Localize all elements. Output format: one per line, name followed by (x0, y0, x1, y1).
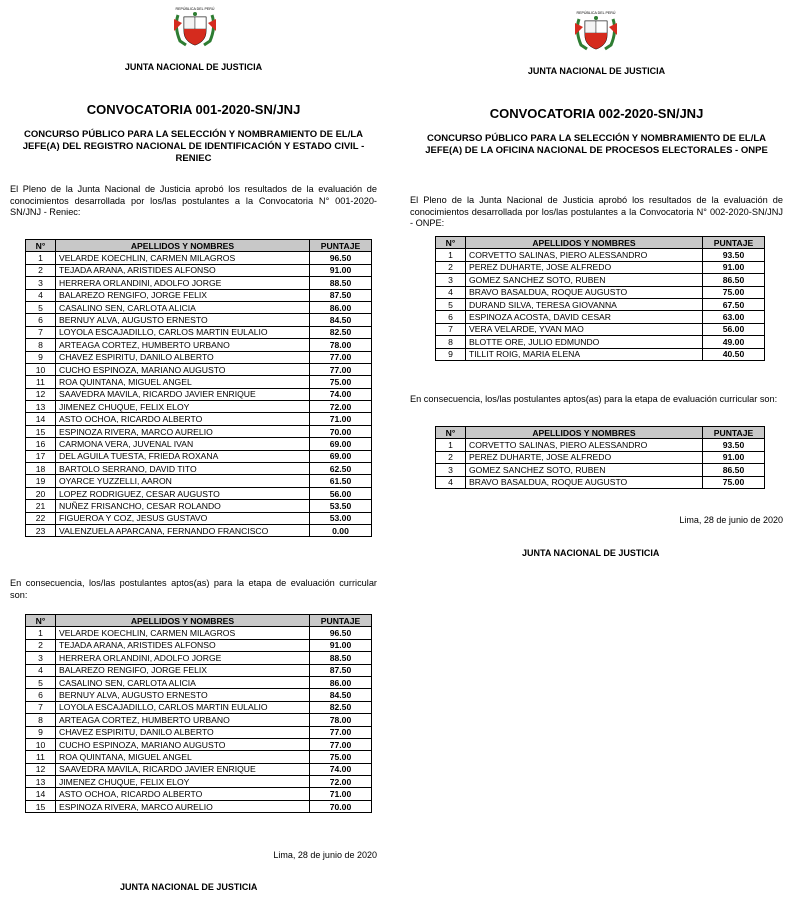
col-num-header: N° (436, 427, 466, 439)
svg-text:REPÚBLICA DEL PERÚ: REPÚBLICA DEL PERÚ (576, 11, 616, 15)
row-score: 75.00 (310, 376, 372, 388)
row-score: 69.00 (310, 438, 372, 450)
row-name: TILLIT ROIG, MARIA ELENA (466, 348, 703, 360)
row-score: 86.00 (310, 301, 372, 313)
row-number: 9 (436, 348, 466, 360)
row-name: LOPEZ RODRIGUEZ, CESAR AUGUSTO (56, 487, 310, 499)
row-number: 9 (26, 351, 56, 363)
row-number: 3 (436, 464, 466, 476)
row-name: SAAVEDRA MAVILA, RICARDO JAVIER ENRIQUE (56, 763, 310, 775)
row-number: 21 (26, 500, 56, 512)
row-name: VERA VELARDE, YVAN MAO (466, 323, 703, 335)
row-number: 20 (26, 487, 56, 499)
row-number: 10 (26, 738, 56, 750)
table-row (26, 351, 372, 363)
table-row (26, 252, 372, 264)
col-score-header: PUNTAJE (310, 240, 372, 252)
row-number: 6 (26, 689, 56, 701)
row-number: 2 (436, 451, 466, 463)
row-name: BALAREZO RENGIFO, JORGE FELIX (56, 664, 310, 676)
table-row (26, 763, 372, 775)
col-name-header: APELLIDOS Y NOMBRES (56, 615, 310, 627)
row-name: CHAVEZ ESPIRITU, DANILO ALBERTO (56, 351, 310, 363)
row-score: 53.00 (310, 512, 372, 524)
row-number: 2 (436, 261, 466, 273)
row-score: 88.50 (310, 277, 372, 289)
table-row (26, 726, 372, 738)
row-number: 2 (26, 264, 56, 276)
row-number: 6 (26, 314, 56, 326)
row-score: 71.00 (310, 788, 372, 800)
row-name: DEL AGUILA TUESTA, FRIEDA ROXANA (56, 450, 310, 462)
row-name: CASALINO SEN, CARLOTA ALICIA (56, 301, 310, 313)
row-number: 5 (26, 301, 56, 313)
date-line: Lima, 28 de junio de 2020 (679, 515, 783, 525)
row-score: 77.00 (310, 726, 372, 738)
consequence-paragraph: En consecuencia, los/las postulantes aptos(as) para la etapa de evaluación curricular son: (10, 578, 377, 600)
row-number: 13 (26, 776, 56, 788)
consequence-paragraph: En consecuencia, los/las postulantes aptos(as) para la etapa de evaluación curricular son: (410, 394, 778, 404)
row-name: TEJADA ARANA, ARISTIDES ALFONSO (56, 264, 310, 276)
row-score: 61.50 (310, 475, 372, 487)
row-score: 75.00 (310, 751, 372, 763)
row-number: 7 (436, 323, 466, 335)
row-number: 3 (26, 277, 56, 289)
row-number: 17 (26, 450, 56, 462)
row-number: 8 (26, 714, 56, 726)
table-row (26, 652, 372, 664)
row-name: ARTEAGA CORTEZ, HUMBERTO URBANO (56, 339, 310, 351)
row-name: CUCHO ESPINOZA, MARIANO AUGUSTO (56, 363, 310, 375)
row-score: 86.50 (703, 274, 765, 286)
table-row (26, 788, 372, 800)
row-name: GOMEZ SANCHEZ SOTO, RUBEN (466, 274, 703, 286)
table-row (26, 450, 372, 462)
row-score: 87.50 (310, 664, 372, 676)
row-score: 40.50 (703, 348, 765, 360)
row-score: 91.00 (703, 261, 765, 273)
row-name: ESPINOZA RIVERA, MARCO AURELIO (56, 800, 310, 812)
table-row (26, 264, 372, 276)
table-row (26, 425, 372, 437)
row-number: 3 (26, 652, 56, 664)
row-score: 75.00 (703, 286, 765, 298)
row-number: 15 (26, 800, 56, 812)
results-table (435, 236, 765, 361)
row-score: 74.00 (310, 763, 372, 775)
row-score: 78.00 (310, 714, 372, 726)
row-name: VELARDE KOECHLIN, CARMEN MILAGROS (56, 627, 310, 639)
col-name-header: APELLIDOS Y NOMBRES (466, 237, 703, 249)
row-score: 77.00 (310, 363, 372, 375)
row-name: CORVETTO SALINAS, PIERO ALESSANDRO (466, 249, 703, 261)
table-row (436, 464, 765, 476)
row-number: 3 (436, 274, 466, 286)
row-number: 14 (26, 788, 56, 800)
row-name: ESPINOZA ACOSTA, DAVID CESAR (466, 311, 703, 323)
table-row (26, 326, 372, 338)
row-score: 49.00 (703, 336, 765, 348)
row-name: ROA QUINTANA, MIGUEL ANGEL (56, 751, 310, 763)
row-name: LOYOLA ESCAJADILLO, CARLOS MARTIN EULALIO (56, 326, 310, 338)
table-row (26, 751, 372, 763)
intro-paragraph: El Pleno de la Junta Nacional de Justicia aprobó los resultados de la evaluación de conocimientos desarrollada por los/las postulantes a la Convocatoria N° 002-2020-SN/JNJ - ONPE: (410, 195, 783, 228)
col-name-header: APELLIDOS Y NOMBRES (466, 427, 703, 439)
table-row (26, 714, 372, 726)
row-score: 56.00 (310, 487, 372, 499)
row-name: BRAVO BASALDUA, ROQUE AUGUSTO (466, 476, 703, 488)
table-row (436, 274, 765, 286)
table-row (26, 401, 372, 413)
row-number: 12 (26, 763, 56, 775)
row-score: 67.50 (703, 298, 765, 310)
row-number: 5 (436, 298, 466, 310)
table-row (436, 476, 765, 488)
row-score: 82.50 (310, 701, 372, 713)
row-name: LOYOLA ESCAJADILLO, CARLOS MARTIN EULALIO (56, 701, 310, 713)
row-score: 74.00 (310, 388, 372, 400)
row-number: 6 (436, 311, 466, 323)
convocatoria-title: CONVOCATORIA 002-2020-SN/JNJ (489, 106, 704, 121)
row-score: 77.00 (310, 351, 372, 363)
row-name: CUCHO ESPINOZA, MARIANO AUGUSTO (56, 738, 310, 750)
table-row (26, 339, 372, 351)
row-number: 15 (26, 425, 56, 437)
col-score-header: PUNTAJE (703, 237, 765, 249)
row-score: 75.00 (703, 476, 765, 488)
table-row (436, 286, 765, 298)
row-score: 96.50 (310, 627, 372, 639)
row-score: 53.50 (310, 500, 372, 512)
row-number: 5 (26, 676, 56, 688)
row-score: 69.00 (310, 450, 372, 462)
row-number: 8 (436, 336, 466, 348)
row-number: 1 (436, 439, 466, 451)
row-name: OYARCE YUZZELLI, AARON (56, 475, 310, 487)
row-name: CARMONA VERA, JUVENAL IVAN (56, 438, 310, 450)
row-number: 7 (26, 326, 56, 338)
institution-name: JUNTA NACIONAL DE JUSTICIA (527, 66, 666, 76)
table-row (436, 451, 765, 463)
peru-coat-of-arms-icon (573, 9, 619, 53)
row-score: 78.00 (310, 339, 372, 351)
row-number: 10 (26, 363, 56, 375)
row-number: 1 (26, 252, 56, 264)
row-name: BERNUY ALVA, AUGUSTO ERNESTO (56, 689, 310, 701)
table-row (26, 314, 372, 326)
row-number: 1 (26, 627, 56, 639)
table-row (26, 301, 372, 313)
row-score: 93.50 (703, 249, 765, 261)
row-name: ESPINOZA RIVERA, MARCO AURELIO (56, 425, 310, 437)
row-number: 16 (26, 438, 56, 450)
col-name-header: APELLIDOS Y NOMBRES (56, 240, 310, 252)
peru-coat-of-arms-icon (172, 5, 218, 49)
table-row (436, 249, 765, 261)
row-name: FIGUEROA Y COZ, JESUS GUSTAVO (56, 512, 310, 524)
row-name: VALENZUELA APARCANA, FERNANDO FRANCISCO (56, 524, 310, 536)
table-row (26, 738, 372, 750)
row-name: TEJADA ARANA, ARISTIDES ALFONSO (56, 639, 310, 651)
col-num-header: N° (26, 615, 56, 627)
row-score: 72.00 (310, 776, 372, 788)
table-row (26, 289, 372, 301)
table-row (436, 323, 765, 335)
convocatoria-title: CONVOCATORIA 001-2020-SN/JNJ (86, 102, 301, 117)
row-number: 14 (26, 413, 56, 425)
row-name: BARTOLO SERRANO, DAVID TITO (56, 463, 310, 475)
table-row (26, 524, 372, 536)
table-row (26, 627, 372, 639)
col-score-header: PUNTAJE (310, 615, 372, 627)
table-row (26, 363, 372, 375)
row-score: 77.00 (310, 738, 372, 750)
table-row (26, 689, 372, 701)
row-name: ARTEAGA CORTEZ, HUMBERTO URBANO (56, 714, 310, 726)
row-name: NUÑEZ FRISANCHO, CESAR ROLANDO (56, 500, 310, 512)
row-number: 19 (26, 475, 56, 487)
col-num-header: N° (26, 240, 56, 252)
table-row (26, 475, 372, 487)
row-name: PEREZ DUHARTE, JOSE ALFREDO (466, 451, 703, 463)
table-row (436, 439, 765, 451)
row-name: SAAVEDRA MAVILA, RICARDO JAVIER ENRIQUE (56, 388, 310, 400)
row-number: 4 (26, 664, 56, 676)
row-name: JIMENEZ CHUQUE, FELIX ELOY (56, 776, 310, 788)
col-num-header: N° (436, 237, 466, 249)
contest-subtitle: CONCURSO PÚBLICO PARA LA SELECCIÓN Y NOMBRAMIENTO DE EL/LA JEFE(A) DE LA OFICINA NACIONAL DE PROCESOS ELECTORALES - ONPE (425, 133, 768, 156)
contest-subtitle: CONCURSO PÚBLICO PARA LA SELECCIÓN Y NOMBRAMIENTO DE EL/LA JEFE(A) DEL REGISTRO NACIONAL DE IDENTIFICACIÓN Y ESTADO CIVIL - RENIEC (22, 129, 365, 164)
row-name: BERNUY ALVA, AUGUSTO ERNESTO (56, 314, 310, 326)
table-row (26, 388, 372, 400)
row-name: DURAND SILVA, TERESA GIOVANNA (466, 298, 703, 310)
table-row (26, 512, 372, 524)
row-score: 96.50 (310, 252, 372, 264)
table-row (26, 438, 372, 450)
row-score: 86.50 (703, 464, 765, 476)
row-number: 9 (26, 726, 56, 738)
row-score: 91.00 (310, 264, 372, 276)
row-number: 13 (26, 401, 56, 413)
table-row (26, 639, 372, 651)
row-name: VELARDE KOECHLIN, CARMEN MILAGROS (56, 252, 310, 264)
row-name: BALAREZO RENGIFO, JORGE FELIX (56, 289, 310, 301)
row-name: ASTO OCHOA, RICARDO ALBERTO (56, 413, 310, 425)
row-number: 2 (26, 639, 56, 651)
row-score: 86.00 (310, 676, 372, 688)
row-number: 12 (26, 388, 56, 400)
table-row (436, 336, 765, 348)
aptos-table (435, 426, 765, 489)
table-row (26, 500, 372, 512)
row-name: CORVETTO SALINAS, PIERO ALESSANDRO (466, 439, 703, 451)
row-name: HERRERA ORLANDINI, ADOLFO JORGE (56, 277, 310, 289)
row-score: 62.50 (310, 463, 372, 475)
row-score: 84.50 (310, 314, 372, 326)
table-row (26, 277, 372, 289)
row-score: 56.00 (703, 323, 765, 335)
row-number: 7 (26, 701, 56, 713)
row-number: 23 (26, 524, 56, 536)
row-score: 72.00 (310, 401, 372, 413)
results-table (25, 239, 372, 537)
row-name: JIMENEZ CHUQUE, FELIX ELOY (56, 401, 310, 413)
intro-paragraph: El Pleno de la Junta Nacional de Justicia aprobó los resultados de la evaluación de conocimientos desarrollada por los/las postulantes a la Convocatoria N° 001-2020-SN/JNJ - Reniec: (10, 184, 377, 217)
row-name: ROA QUINTANA, MIGUEL ANGEL (56, 376, 310, 388)
table-row (26, 676, 372, 688)
row-score: 0.00 (310, 524, 372, 536)
table-row (436, 298, 765, 310)
row-score: 93.50 (703, 439, 765, 451)
row-number: 11 (26, 751, 56, 763)
table-row (26, 413, 372, 425)
row-number: 18 (26, 463, 56, 475)
table-row (436, 311, 765, 323)
date-line: Lima, 28 de junio de 2020 (273, 850, 377, 860)
row-name: ASTO OCHOA, RICARDO ALBERTO (56, 788, 310, 800)
row-number: 1 (436, 249, 466, 261)
row-name: PEREZ DUHARTE, JOSE ALFREDO (466, 261, 703, 273)
row-name: BLOTTE ORE, JULIO EDMUNDO (466, 336, 703, 348)
svg-text:REPÚBLICA DEL PERÚ: REPÚBLICA DEL PERÚ (175, 7, 215, 11)
row-score: 71.00 (310, 413, 372, 425)
row-score: 91.00 (310, 639, 372, 651)
col-score-header: PUNTAJE (703, 427, 765, 439)
row-number: 4 (26, 289, 56, 301)
table-row (26, 664, 372, 676)
row-score: 70.00 (310, 800, 372, 812)
table-row (26, 776, 372, 788)
row-score: 82.50 (310, 326, 372, 338)
row-score: 88.50 (310, 652, 372, 664)
institution-name: JUNTA NACIONAL DE JUSTICIA (124, 62, 263, 72)
table-row (26, 701, 372, 713)
row-number: 8 (26, 339, 56, 351)
row-name: CASALINO SEN, CARLOTA ALICIA (56, 676, 310, 688)
row-score: 87.50 (310, 289, 372, 301)
table-row (26, 800, 372, 812)
row-number: 11 (26, 376, 56, 388)
table-row (436, 261, 765, 273)
table-row (436, 348, 765, 360)
row-name: GOMEZ SANCHEZ SOTO, RUBEN (466, 464, 703, 476)
table-row (26, 376, 372, 388)
signature-line: JUNTA NACIONAL DE JUSTICIA (522, 548, 660, 558)
row-number: 4 (436, 476, 466, 488)
row-name: HERRERA ORLANDINI, ADOLFO JORGE (56, 652, 310, 664)
row-name: CHAVEZ ESPIRITU, DANILO ALBERTO (56, 726, 310, 738)
row-score: 84.50 (310, 689, 372, 701)
table-row (26, 487, 372, 499)
row-score: 91.00 (703, 451, 765, 463)
row-number: 4 (436, 286, 466, 298)
row-score: 70.00 (310, 425, 372, 437)
row-number: 22 (26, 512, 56, 524)
table-row (26, 463, 372, 475)
row-name: BRAVO BASALDUA, ROQUE AUGUSTO (466, 286, 703, 298)
signature-line: JUNTA NACIONAL DE JUSTICIA (120, 882, 258, 892)
aptos-table (25, 614, 372, 813)
row-score: 63.00 (703, 311, 765, 323)
